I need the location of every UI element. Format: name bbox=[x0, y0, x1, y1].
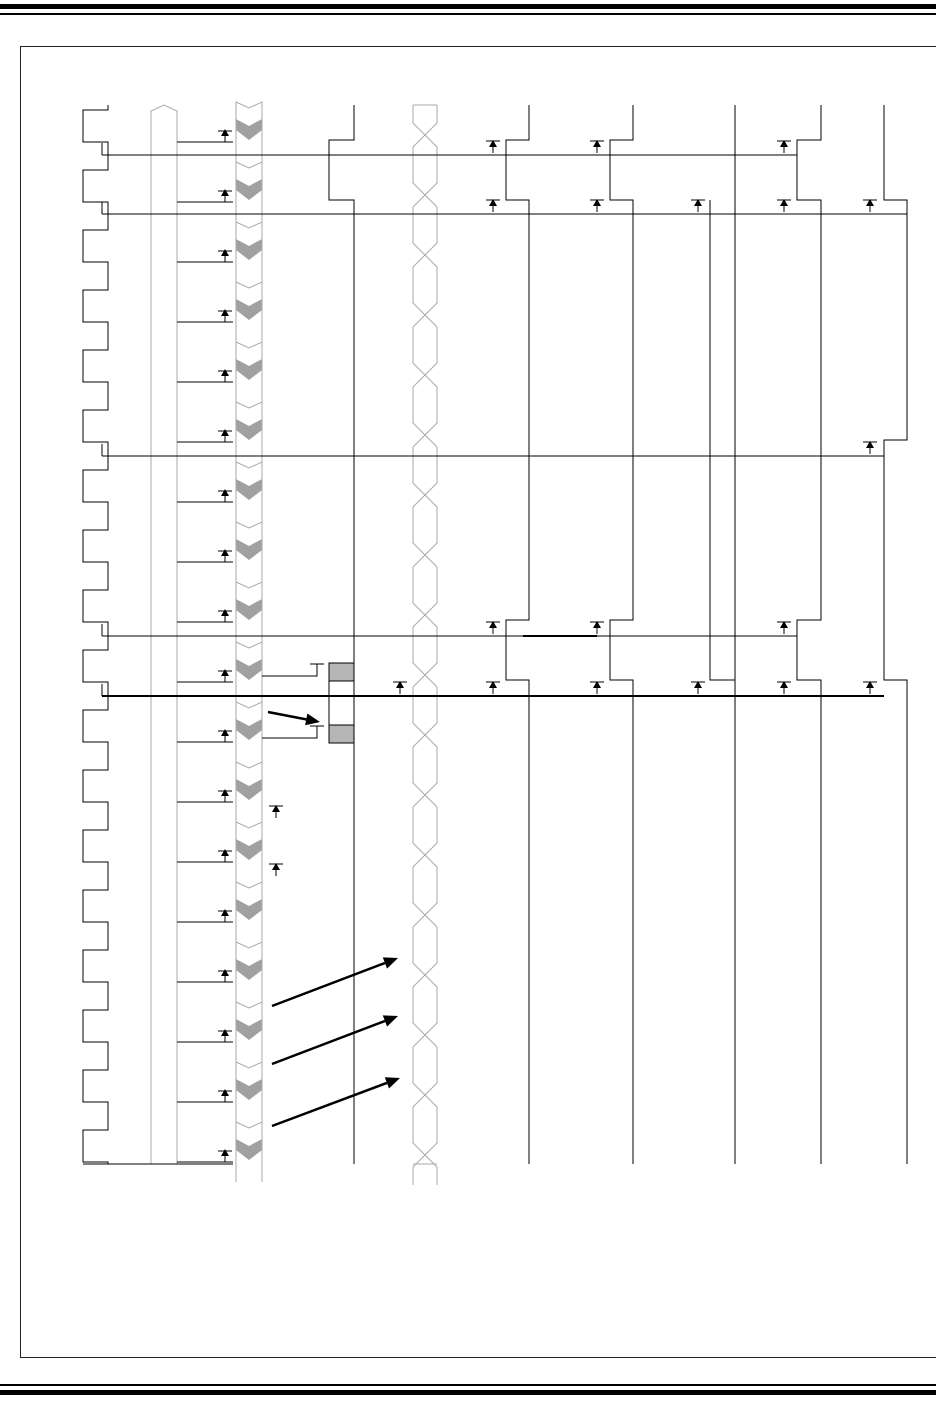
hex-bus-crossing bbox=[413, 525, 437, 585]
hex-bus-crossing bbox=[413, 945, 437, 1005]
edge-arrow-head bbox=[221, 609, 229, 616]
signal-b bbox=[506, 105, 529, 1164]
annotation-arrow-shaft bbox=[272, 1083, 387, 1126]
bus-column bbox=[151, 105, 177, 1164]
edge-arrow-head bbox=[221, 669, 229, 676]
edge-arrow-head bbox=[221, 1089, 229, 1096]
status-box-upper bbox=[329, 663, 354, 681]
edge-arrow-head bbox=[221, 489, 229, 496]
hex-bus-crossing bbox=[413, 705, 437, 765]
box-link-lower bbox=[262, 726, 324, 738]
signal-d-step bbox=[710, 200, 735, 680]
hex-bus-crossing bbox=[413, 1065, 437, 1125]
edge-arrow-head bbox=[221, 549, 229, 556]
edge-arrow-head bbox=[221, 1029, 229, 1036]
edge-arrow-head bbox=[221, 249, 229, 256]
signal-f bbox=[884, 105, 907, 1164]
edge-arrow-head bbox=[221, 909, 229, 916]
edge-arrow-head bbox=[221, 969, 229, 976]
hex-bus-crossing bbox=[413, 1125, 437, 1185]
annotation-arrow-head bbox=[305, 713, 320, 725]
hex-bus-crossing bbox=[413, 285, 437, 345]
edge-arrow-head bbox=[221, 789, 229, 796]
edge-arrow-head bbox=[221, 429, 229, 436]
annotation-arrow-shaft bbox=[272, 963, 385, 1006]
hex-bus-crossing bbox=[413, 825, 437, 885]
signal-a bbox=[329, 105, 354, 1164]
hex-bus-crossing bbox=[413, 225, 437, 285]
edge-arrow-head bbox=[221, 849, 229, 856]
footer-rule-thin bbox=[0, 1384, 936, 1386]
clock-waveform bbox=[83, 105, 108, 1164]
annotation-arrow-head bbox=[385, 1077, 400, 1088]
hex-bus-crossing bbox=[413, 105, 437, 165]
edge-arrow-head bbox=[221, 309, 229, 316]
hex-bus-crossing bbox=[413, 165, 437, 225]
annotation-arrow-shaft bbox=[268, 712, 306, 719]
annotation-arrow-head bbox=[383, 1015, 398, 1026]
edge-arrow-head bbox=[221, 369, 229, 376]
box-link-upper bbox=[262, 664, 324, 676]
edge-arrow-head bbox=[221, 129, 229, 136]
footer-rule-thick bbox=[0, 1390, 936, 1395]
hex-bus-crossing bbox=[413, 465, 437, 525]
annotation-arrow-shaft bbox=[272, 1021, 385, 1064]
signal-e bbox=[797, 105, 821, 1164]
status-box-lower bbox=[329, 725, 354, 743]
edge-arrow-head bbox=[221, 729, 229, 736]
hex-bus-crossing bbox=[413, 1005, 437, 1065]
edge-arrow-head bbox=[221, 189, 229, 196]
hex-bus-crossing bbox=[413, 345, 437, 405]
annotation-arrow-head bbox=[383, 957, 398, 968]
hex-bus-crossing bbox=[413, 765, 437, 825]
hex-bus-crossing bbox=[413, 885, 437, 945]
edge-arrow-head bbox=[221, 1149, 229, 1156]
signal-c bbox=[610, 105, 633, 1164]
